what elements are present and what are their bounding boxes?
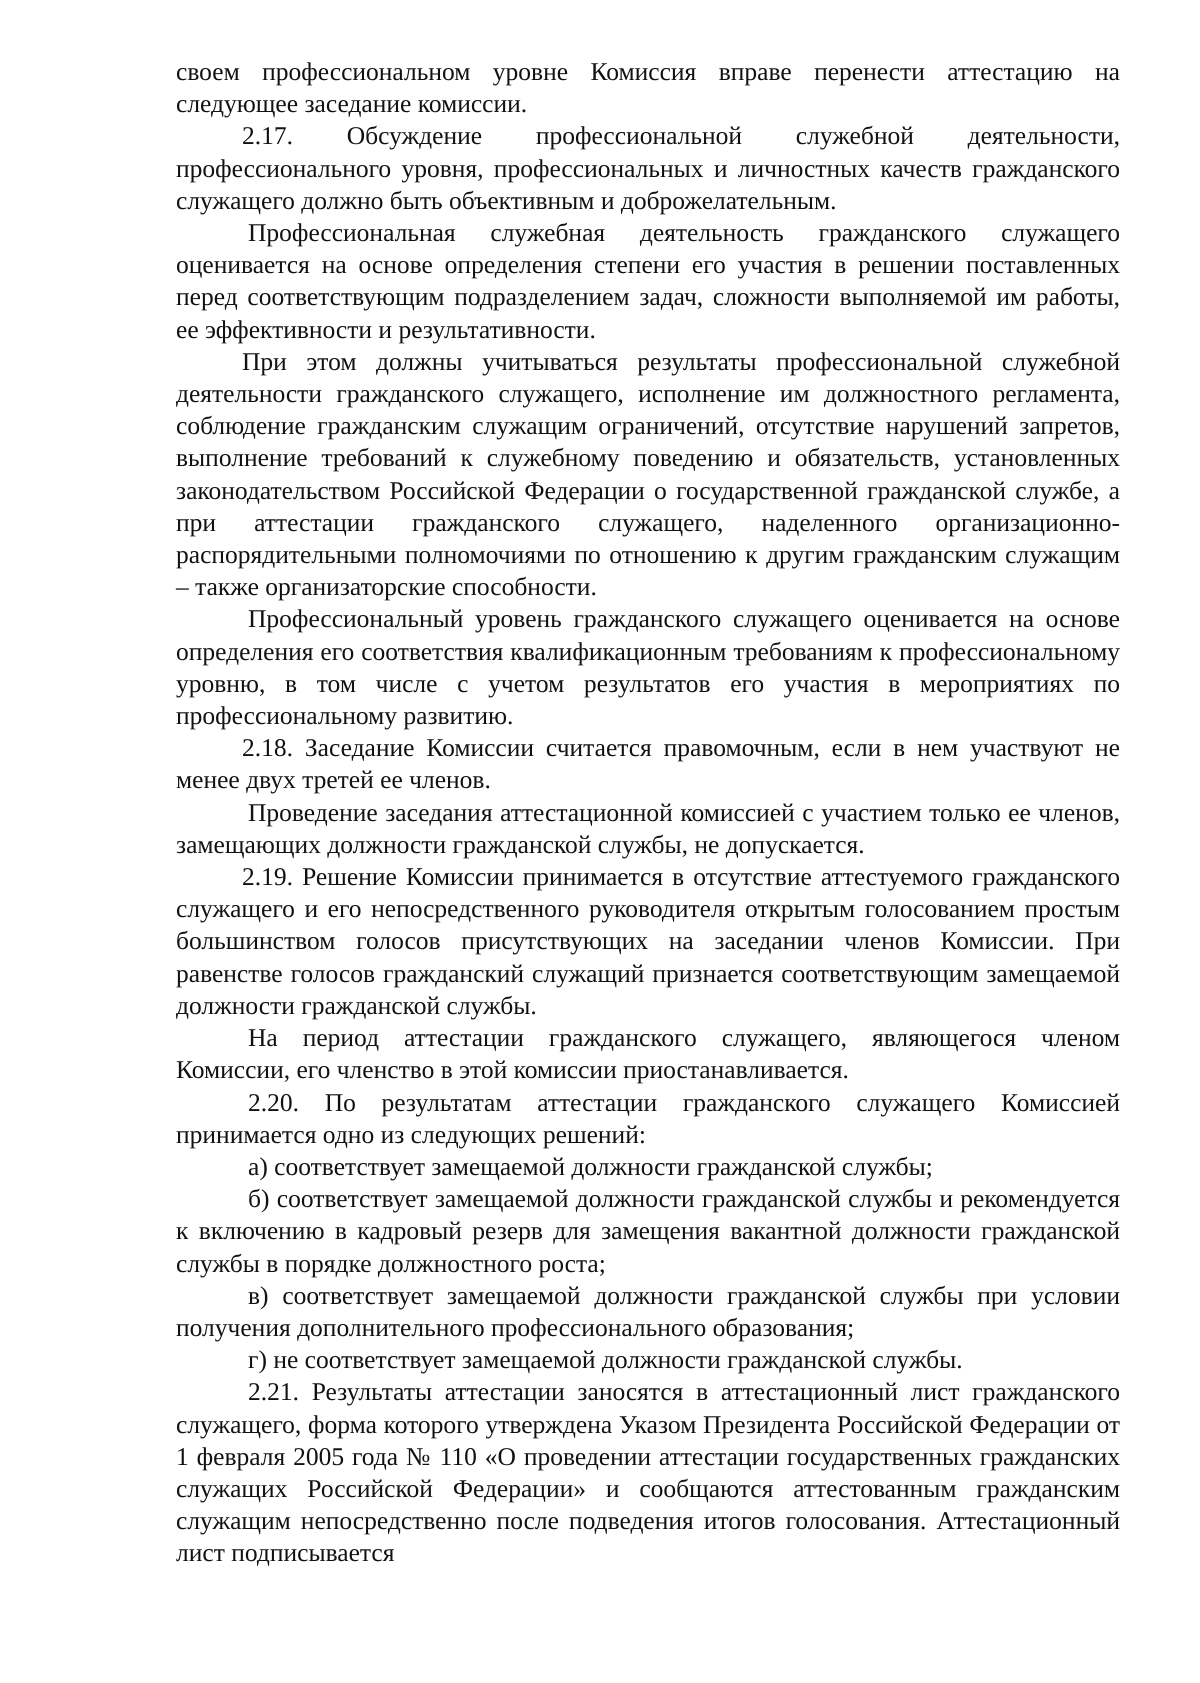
list-item-a: а) соответствует замещаемой должности гражданской службы; [248,1151,933,1181]
list-item-b: б) соответствует замещаемой должности гражданской службы и рекомендуется к включению в кадровый резерв для замещения вакантной должности гражданской службы в порядке должностного роста; [176,1184,1120,1278]
paragraph-professional-level: Профессиональный уровень гражданского служащего оценивается на основе определения его соответствия квалификационным требованиям к профессиональному уровню, в том числе с учетом результатов его участия в мероприятиях по профессиональному развитию. [176,604,1120,731]
paragraph-activity-assessment: Профессиональная служебная деятельность гражданского служащего оценивается на основе определения степени его участия в решении поставленных перед соответствующим подразделением задач, сложности выполняемой им работы, ее эффективности и результативности. [176,218,1120,344]
document-page [176,56,1120,1570]
paragraph-2-21: 2.21. Результаты аттестации заносятся в аттестационный лист гражданского служащего, форма которого утверждена Указом Президента Российской Федерации от 1 февраля 2005 года № 110 «О проведении аттестации государственных гражданских служащих Российской Федерации» и сообщаются аттестованным гражданским служащим непосредственно после подведения итогов голосования. Аттестационный лист подписывается [176,1377,1120,1568]
list-item-g: г) не соответствует замещаемой должности гражданской службы. [248,1345,963,1375]
paragraph-2-18: 2.18. Заседание Комиссии считается правомочным, если в нем участвуют не менее двух третей ее членов. [176,733,1120,795]
paragraph-continuation: своем профессиональном уровне Комиссия вправе перенести аттестацию на следующее заседание комиссии. [176,57,1120,119]
paragraph-meeting-restriction: Проведение заседания аттестационной комиссией с участием только ее членов, замещающих должности гражданской службы, не допускается. [176,797,1120,859]
paragraph-2-17: 2.17. Обсуждение профессиональной служебной деятельности, профессионального уровня, профессиональных и личностных качеств гражданского служащего должно быть объективным и доброжелательным. [176,121,1120,215]
list-item-v: в) соответствует замещаемой должности гражданской службы при условии получения дополнительного профессионального образования; [176,1280,1120,1342]
paragraph-2-20: 2.20. По результатам аттестации гражданского служащего Комиссией принимается одно из следующих решений: [176,1087,1120,1149]
paragraph-results-considered: При этом должны учитываться результаты профессиональной служебной деятельности гражданского служащего, исполнение им должностного регламента, соблюдение гражданским служащим ограничений, отсутствие нарушений запретов, выполнение требований к служебному поведению и обязательств, установленных законодательством Российской Федерации о государственной гражданской службе, а при аттестации гражданского служащего, наделенного организационно-распорядительными полномочиями по отношению к другим гражданским служащим – также организаторские способности. [176,346,1120,602]
paragraph-membership-suspended: На период аттестации гражданского служащего, являющегося членом Комиссии, его членство в этой комиссии приостанавливается. [176,1023,1120,1085]
paragraph-2-19: 2.19. Решение Комиссии принимается в отсутствие аттестуемого гражданского служащего и его непосредственного руководителя открытым голосованием простым большинством голосов присутствующих на заседании членов Комиссии. При равенстве голосов гражданский служащий признается соответствующим замещаемой должности гражданской службы. [176,862,1120,1020]
